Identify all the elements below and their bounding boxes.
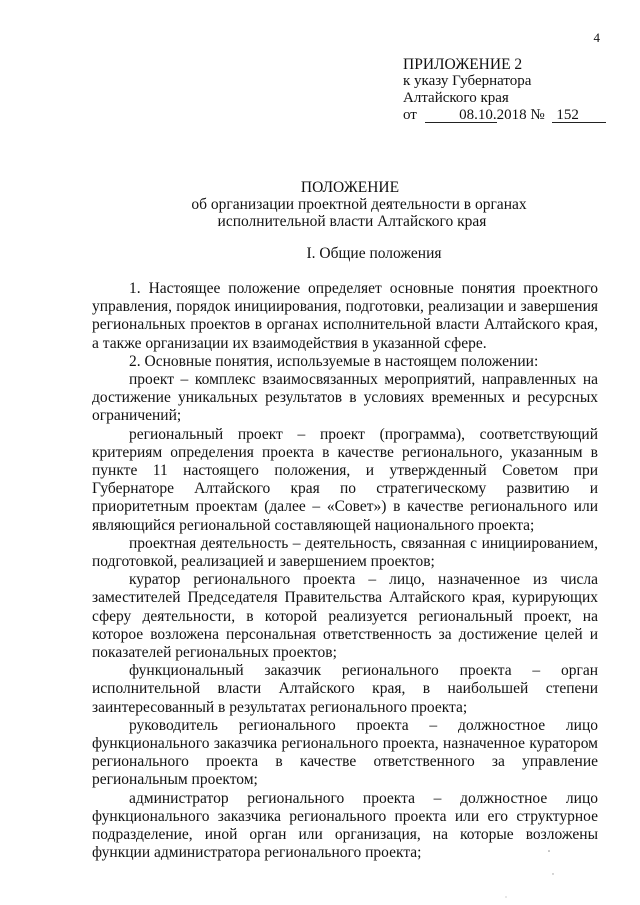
paragraph-1: 1. Настоящее положение определяет основные понятия проектного управления, порядок инициирования, подготовки, реализации и завершения региональных проектов в органах исполнительной власти Алтайского края, а также организации их взаимодействия в указанной сфере. <box>92 280 598 352</box>
decree-number: 152 <box>552 108 606 123</box>
decree-date: 08.10. <box>425 108 497 123</box>
document-heading: ПОЛОЖЕНИЕ <box>300 179 400 196</box>
appendix-decree-line: к указу Губернатора <box>403 73 532 89</box>
definition-project-manager: руководитель регионального проекта – должностное лицо функционального заказчика регионального проекта, назначенное куратором регионального проекта в качестве ответственного за управление региональным проектом; <box>92 716 598 789</box>
appendix-date-number-line <box>403 107 613 124</box>
section-heading-text: I. Общие положения <box>306 245 442 262</box>
definition-regional-project: региональный проект – проект (программа), соответствующий критериям определения проекта в качестве регионального, указанным в пункте 11 настоящего положения, и утвержденный Советом при Губернаторе Алтайского края по стратегическому развитию и приоритетным проектам (далее – «Совет») в качестве регионального или являющийся региональной составляющей национального проекта; <box>92 425 598 534</box>
appendix-block <box>403 56 613 124</box>
from-label: от <box>403 107 417 123</box>
document-body <box>92 280 598 863</box>
definition-functional-customer: функциональный заказчик регионального проекта – орган исполнительной власти Алтайского края, в наибольшей степени заинтересованный в результатах регионального проекта; <box>92 662 598 716</box>
appendix-title: ПРИЛОЖЕНИЕ 2 <box>403 56 523 73</box>
document-subtitle-line-2: исполнительной власти Алтайского края <box>217 213 487 230</box>
definition-project: проект – комплекс взаимосвязанных мероприятий, направленных на достижение уникальных результатов в условиях временных и ресурсных ограничений; <box>92 371 598 425</box>
definition-curator: куратор регионального проекта – лицо, назначенное из числа заместителей Председателя Правительства Алтайского края, курирующих сферу деятельности, в которой реализуется региональный проект, на которое возложена персональная ответственность за достижение целей и показателей региональных проектов; <box>92 571 598 662</box>
definition-project-activity: проектная деятельность – деятельность, связанная с инициированием, подготовкой, реализацией и завершением проектов; <box>92 534 598 571</box>
number-label: № <box>530 107 545 123</box>
document-title-block <box>0 179 640 230</box>
decree-year: 2018 <box>496 107 527 123</box>
document-subtitle-line-1: об организации проектной деятельности в органах <box>191 196 527 213</box>
paragraph-2: 2. Основные понятия, используемые в настоящем положении: <box>129 352 539 370</box>
definition-project-administrator: администратор регионального проекта – должностное лицо функционального заказчика регионального проекта или его структурное подразделение, иной орган или организация, на которые возложены функции администратора регионального проекта; <box>92 789 598 862</box>
page-number: 4 <box>593 30 600 45</box>
section-heading <box>0 245 640 263</box>
appendix-region-line: Алтайского края <box>403 90 509 106</box>
